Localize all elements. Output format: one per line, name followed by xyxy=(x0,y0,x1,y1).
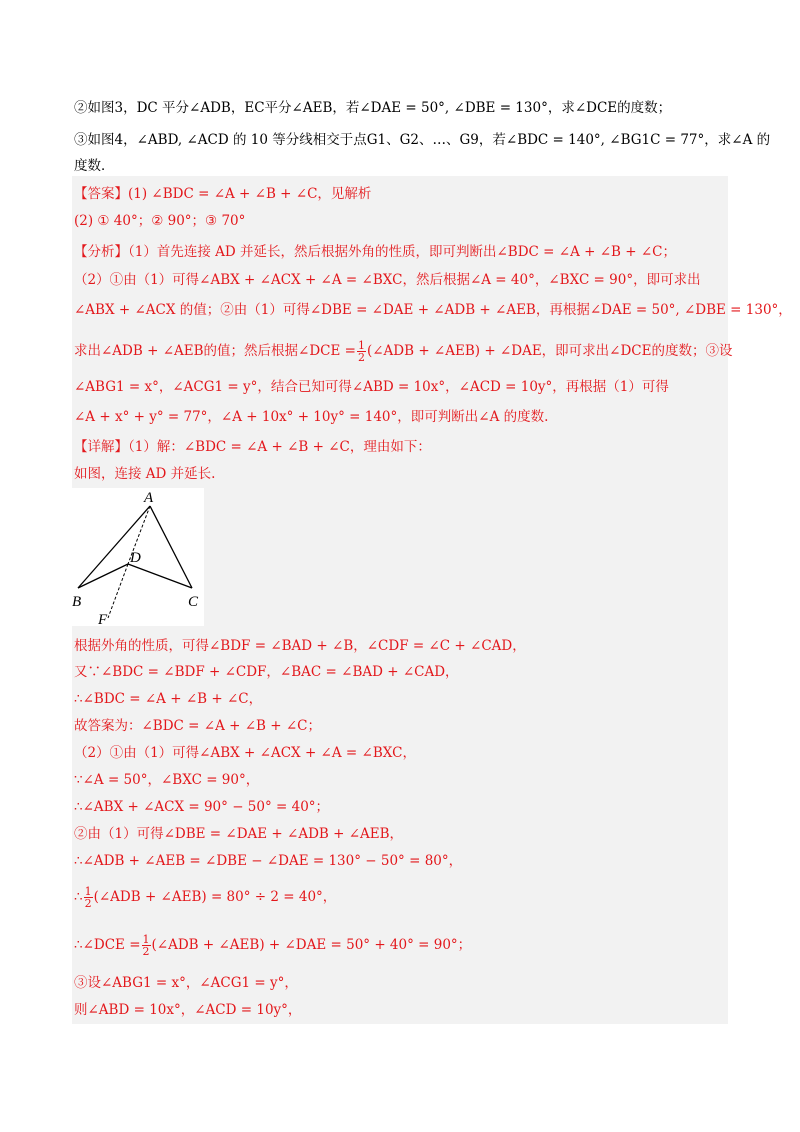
analysis-line-1: 【分析】（1）首先连接 AD 并延长，然后根据外角的性质，即可判断出∠BDC = ∠A + ∠B + ∠C； xyxy=(74,244,676,260)
detail-line-13 xyxy=(74,934,734,957)
detail-line-6: 故答案为：∠BDC = ∠A + ∠B + ∠C； xyxy=(74,718,322,734)
detail-line-11: ∴∠ADB + ∠AEB = ∠DBE − ∠DAE = 130° − 50° = 80°， xyxy=(74,853,463,869)
detail-line-13-end: (∠ADB + ∠AEB) + ∠DAE = 50° + 40° = 90°； xyxy=(151,937,472,953)
detail-line-9: ∴∠ABX + ∠ACX = 90° − 50° = 40°； xyxy=(74,799,330,815)
triangle-diagram xyxy=(72,488,204,626)
therefore-symbol: ∴ xyxy=(74,889,83,905)
half-fraction: $\frac{1}{2}$ xyxy=(84,885,92,910)
detail-line-13-start: ∴∠DCE = xyxy=(74,937,141,953)
question-3-line-1: ③如图4，∠ABD, ∠ACD 的 10 等分线相交于点G1、G2、…、G9，若∠BDC = 140°, ∠BG1C = 77°，求∠A 的 xyxy=(74,132,771,148)
detail-line-4: 又∵∠BDC = ∠BDF + ∠CDF，∠BAC = ∠BAD + ∠CAD， xyxy=(74,664,459,680)
triangle-figure xyxy=(72,488,204,626)
analysis-line-4-start: 求出∠ADB + ∠AEB的值；然后根据∠DCE = xyxy=(74,343,356,359)
answer-line-2: (2) ① 40°；② 90°；③ 70° xyxy=(74,213,246,229)
detail-line-8: ∵∠A = 50°，∠BXC = 90°， xyxy=(74,772,260,788)
label-f: F xyxy=(98,612,108,626)
detail-line-15: 则∠ABD = 10x°，∠ACD = 10y°， xyxy=(74,1002,302,1018)
detail-line-12 xyxy=(74,886,734,909)
detail-line-3: 根据外角的性质，可得∠BDF = ∠BAD + ∠B，∠CDF = ∠C + ∠CAD， xyxy=(74,638,526,654)
label-c: C xyxy=(188,594,199,610)
analysis-line-6: ∠A + x° + y° = 77°，∠A + 10x° + 10y° = 140°，即可判断出∠A 的度数. xyxy=(74,409,549,425)
detail-line-10: ②由（1）可得∠DBE = ∠DAE + ∠ADB + ∠AEB， xyxy=(74,826,404,842)
analysis-line-4 xyxy=(74,340,734,363)
detail-line-1: 【详解】（1）解：∠BDC = ∠A + ∠B + ∠C，理由如下： xyxy=(74,439,431,455)
analysis-line-2: （2）①由（1）可得∠ABX + ∠ACX + ∠A = ∠BXC，然后根据∠A = 40°，∠BXC = 90°，即可求出 xyxy=(74,272,701,288)
detail-line-2: 如图，连接 AD 并延长. xyxy=(74,466,216,482)
label-d: D xyxy=(130,550,141,566)
detail-line-12-end: (∠ADB + ∠AEB) = 80° ÷ 2 = 40°， xyxy=(93,889,337,905)
question-2-line: ②如图3，DC 平分∠ADB，EC平分∠AEB，若∠DAE = 50°, ∠DBE = 130°，求∠DCE的度数； xyxy=(74,100,672,116)
detail-line-7: （2）①由（1）可得∠ABX + ∠ACX + ∠A = ∠BXC， xyxy=(74,745,416,761)
analysis-line-3: ∠ABX + ∠ACX 的值；②由（1）可得∠DBE = ∠DAE + ∠ADB + ∠AEB，再根据∠DAE = 50°, ∠DBE = 130°， xyxy=(74,302,792,318)
edge-dc xyxy=(128,564,192,588)
label-b: B xyxy=(72,594,82,610)
answer-line-1: 【答案】(1) ∠BDC = ∠A + ∠B + ∠C，见解析 xyxy=(74,186,372,202)
label-a: A xyxy=(144,490,154,506)
half-fraction: $\frac{1}{2}$ xyxy=(357,339,365,364)
analysis-line-5: ∠ABG1 = x°，∠ACG1 = y°，结合已知可得∠ABD = 10x°，∠ACD = 10y°，再根据（1）可得 xyxy=(74,379,669,395)
detail-line-14: ③设∠ABG1 = x°，∠ACG1 = y°， xyxy=(74,975,298,991)
question-3-line-2: 度数． xyxy=(74,158,115,174)
half-fraction: $\frac{1}{2}$ xyxy=(142,933,150,958)
analysis-line-4-end: (∠ADB + ∠AEB) + ∠DAE，即可求出∠DCE的度数；③设 xyxy=(366,343,733,359)
edge-ab xyxy=(78,506,150,588)
detail-line-5: ∴∠BDC = ∠A + ∠B + ∠C， xyxy=(74,691,263,707)
edge-ac xyxy=(150,506,192,588)
